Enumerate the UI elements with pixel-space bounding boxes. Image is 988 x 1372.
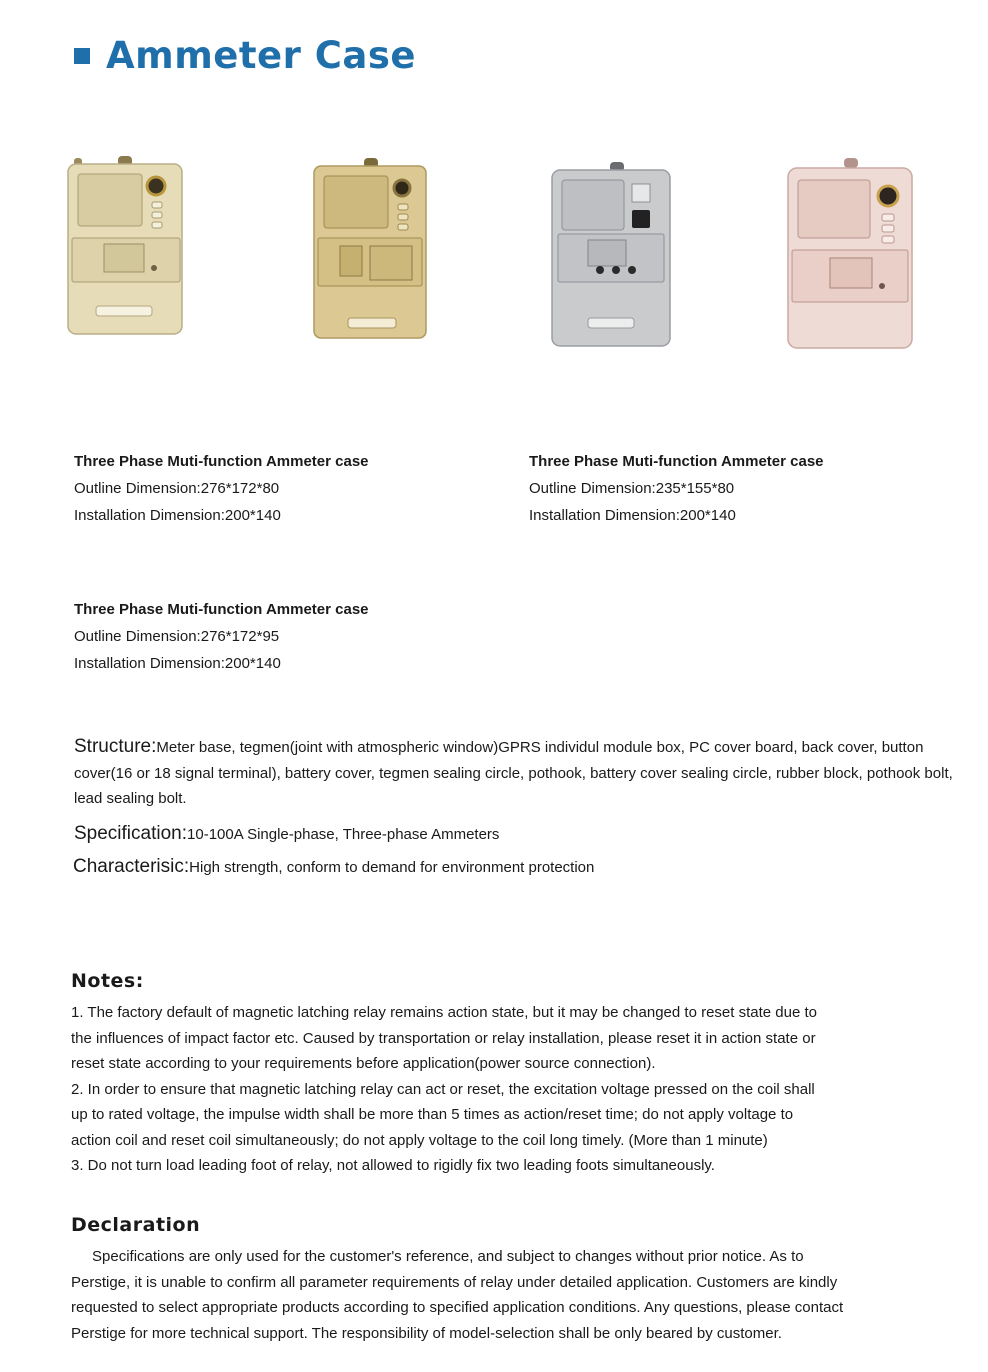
specification-text: 10-100A Single-phase, Three-phase Ammeters xyxy=(187,826,500,843)
spec-outline: Outline Dimension:235*155*80 xyxy=(529,480,735,497)
notes-heading: Notes: xyxy=(71,970,144,992)
spec-outline: Outline Dimension:276*172*95 xyxy=(74,628,280,645)
spec-name: Three Phase Muti-function Ammeter case xyxy=(74,453,369,470)
structure-text: Meter base, tegmen(joint with atmospheric window)GPRS individul module box, PC cover board, back cover, button cover(16 or 18 signal terminal), battery cover, tegmen sealing circle, pothook, battery cover sealing circle, rubber block, pothook bolt, lead sealing bolt. xyxy=(74,739,953,807)
spec-install: Installation Dimension:200*140 xyxy=(74,655,281,672)
spec-install: Installation Dimension:200*140 xyxy=(529,507,736,524)
note-item: 3. Do not turn load leading foot of relay, not allowed to rigidly fix two leading foots simultaneously. xyxy=(71,1157,715,1174)
specification-label: Specification: xyxy=(74,823,188,844)
title-square-icon xyxy=(74,48,90,64)
spec-name: Three Phase Muti-function Ammeter case xyxy=(74,601,369,618)
structure-paragraph xyxy=(74,734,964,812)
page-title: Ammeter Case xyxy=(106,34,416,77)
spec-block-3 xyxy=(74,596,369,677)
product-image-1 xyxy=(66,156,186,336)
characteristic-text: High strength, conform to demand for environment protection xyxy=(189,859,595,876)
spec-outline: Outline Dimension:276*172*80 xyxy=(74,480,280,497)
spec-name: Three Phase Muti-function Ammeter case xyxy=(529,453,824,470)
page-header xyxy=(74,34,416,77)
declaration-body: Specifications are only used for the customer's reference, and subject to changes without prior notice. As to Perstige, it is unable to confirm all parameter requirements of relay under detailed application. Customers are kindly requested to select appropriate products according to specified application conditions. Any questions, please contact Perstige for more technical support. The responsibility of model-selection shall be only beared by customer. xyxy=(71,1248,844,1342)
characteristic-paragraph xyxy=(73,854,963,881)
product-image-2 xyxy=(310,158,430,340)
note-item: 2. In order to ensure that magnetic latching relay can act or reset, the excitation voltage pressed on the coil shall up to rated voltage, the impulse width shall be more than 5 times as action/reset time; do not apply voltage to action coil and reset coil simultaneously; do not apply voltage to the coil long timely. (More than 1 minute) xyxy=(71,1080,815,1149)
spec-install: Installation Dimension:200*140 xyxy=(74,507,281,524)
spec-block-2 xyxy=(529,448,824,529)
product-image-3 xyxy=(548,162,676,348)
specification-paragraph xyxy=(74,821,964,848)
spec-block-1 xyxy=(74,448,369,529)
structure-label: Structure: xyxy=(74,736,157,757)
note-item: 1. The factory default of magnetic latching relay remains action state, but it may be changed to reset state due to the influences of impact factor etc. Caused by transportation or relay installation, please reset it in action state or reset state according to your requirements before application(power source connection). xyxy=(71,1004,817,1072)
declaration-heading: Declaration xyxy=(71,1214,201,1236)
notes-list xyxy=(71,1000,831,1179)
declaration-text xyxy=(71,1244,861,1346)
characteristic-label: Characterisic: xyxy=(73,856,190,877)
product-image-4 xyxy=(784,158,916,350)
